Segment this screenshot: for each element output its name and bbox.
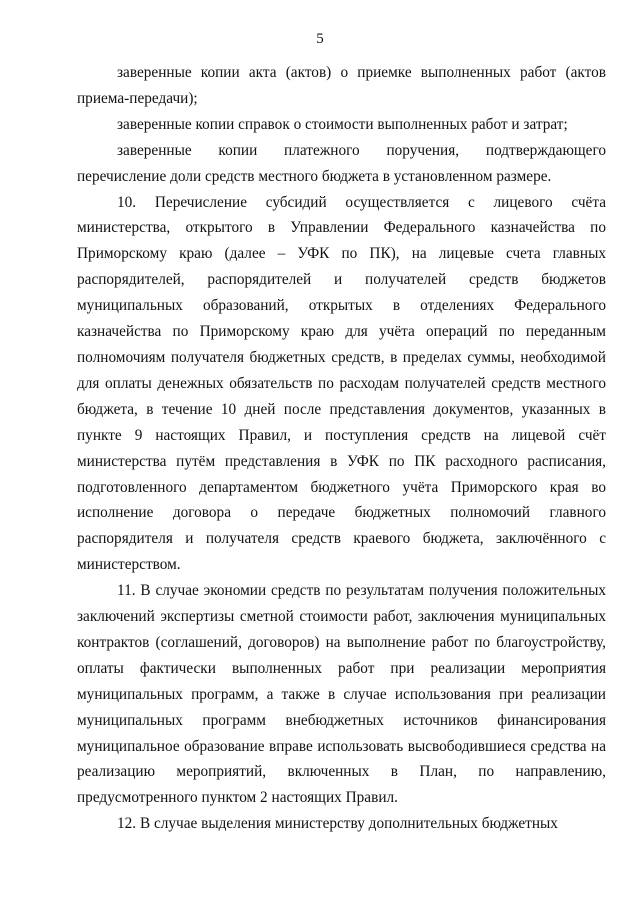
paragraph-clause-12: 12. В случае выделения министерству дополнительных бюджетных [117,815,558,833]
document-body [77,60,606,837]
paragraph-payment-order-copies: заверенные копии платежного поручения, подтверждающего перечисление доли средств местного бюджета в установленном размере. [77,141,606,185]
paragraph-clause-11: 11. В случае экономии средств по результатам получения положительных заключений экспертизы сметной стоимости работ, заключения муниципальных контрактов (соглашений, договоров) на выполнение работ по благоустройству, оплаты фактически выполненных работ при реализации мероприятия муниципальных программ, а также в случае использования при реализации муниципальных программ внебюджетных источников финансирования муниципальное образование вправе использовать высвободившиеся средства на реализацию мероприятий, включенных в План, по направлению, предусмотренного пунктом 2 настоящих Правил. [77,582,606,807]
paragraph-cost-certificate-copies: заверенные копии справок о стоимости выполненных работ и затрат; [117,115,568,133]
page-number: 5 [316,31,324,47]
paragraph-clause-10: 10. Перечисление субсидий осуществляется с лицевого счёта министерства, открытого в Управлении Федерального казначейства по Приморскому краю (далее – УФК по ПК), на лицевые счета главных распорядителей, распорядителей и получателей средств бюджетов муниципальных образований, открытых в отделениях Федерального казначейства по Приморскому краю для учёта операций по переданным полномочиям получателя бюджетных средств, в пределах суммы, необходимой для оплаты денежных обязательств по расходам получателей средств местного бюджета, в течение 10 дней после представления документов, указанных в пункте 9 настоящих Правил, и поступления средств на лицевой счёт министерства путём представления в УФК по ПК расходного расписания, подготовленного департаментом бюджетного учёта Приморского края во исполнение договора о передаче бюджетных полномочий главного распорядителя и получателя средств краевого бюджета, заключённого с министерством. [77,193,606,574]
paragraph-acceptance-act-copies: заверенные копии акта (актов) о приемке выполненных работ (актов приема-передачи); [77,64,606,107]
